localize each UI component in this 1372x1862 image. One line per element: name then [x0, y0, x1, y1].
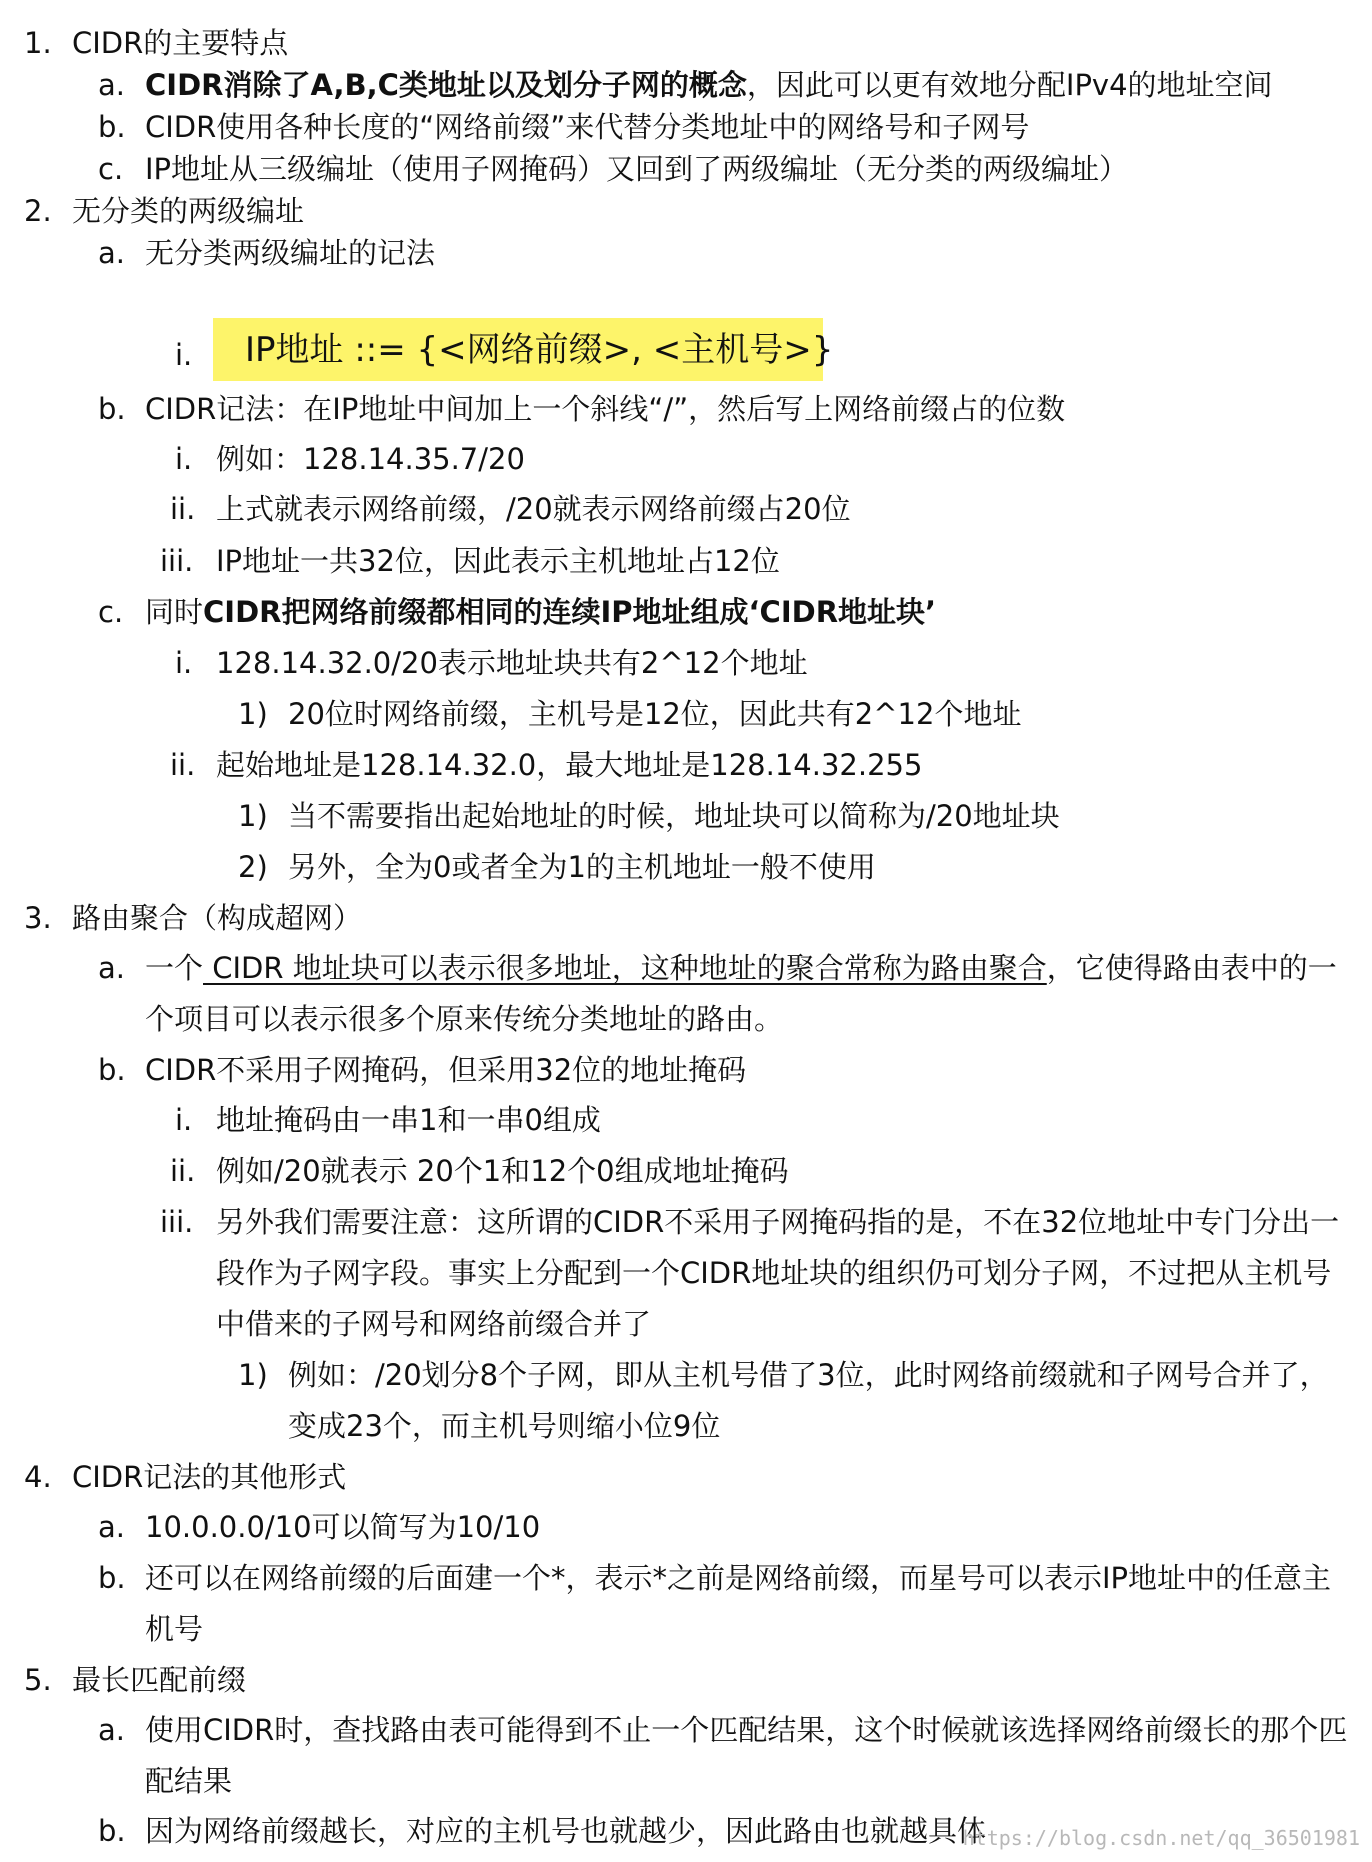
list-item: 地址掩码由一串1和一串0组成: [216, 1103, 601, 1137]
list-item: 当不需要指出起始地址的时候，地址块可以简称为/20地址块: [288, 799, 1060, 833]
list-marker: c.: [98, 595, 124, 629]
underlined-text: CIDR 地址块可以表示很多地址，这种地址的聚合常称为路由聚合: [203, 951, 1047, 985]
bold-text: CIDR把网络前缀都相同的连续IP地址组成‘CIDR地址块’: [203, 595, 937, 629]
bold-text: CIDR消除了A,B,C类地址以及划分子网的概念: [145, 68, 747, 102]
list-marker: i.: [175, 1103, 193, 1137]
list-marker: a.: [98, 951, 125, 985]
list-item-continuation: 段作为子网字段。事实上分配到一个CIDR地址块的组织仍可划分子网，不过把从主机号: [216, 1256, 1332, 1290]
list-item: 例如：/20划分8个子网，即从主机号借了3位，此时网络前缀就和子网号合并了，: [288, 1358, 1329, 1392]
list-item: CIDR使用各种长度的“网络前缀”来代替分类地址中的网络号和子网号: [145, 110, 1030, 144]
list-marker: 2): [238, 850, 268, 884]
list-marker: ii.: [170, 1154, 196, 1188]
list-item: CIDR不采用子网掩码，但采用32位的地址掩码: [145, 1053, 747, 1087]
list-item: 起始地址是128.14.32.0，最大地址是128.14.32.255: [216, 748, 923, 782]
list-marker: 1): [238, 697, 268, 731]
list-marker: b.: [98, 392, 126, 426]
watermark-text: https://blog.csdn.net/qq_36501981: [962, 1826, 1360, 1850]
list-marker: b.: [98, 1561, 126, 1595]
list-marker: ii.: [170, 748, 196, 782]
formula-text: IP地址 ::= {<网络前缀>, <主机号>}: [245, 330, 834, 370]
list-item-continuation: 变成23个，而主机号则缩小位9位: [288, 1409, 721, 1443]
list-marker: 5.: [24, 1663, 52, 1697]
list-marker: 1): [238, 1358, 268, 1392]
list-marker: c.: [98, 152, 124, 186]
list-marker: i.: [175, 646, 193, 680]
list-item: IP地址从三级编址（使用子网掩码）又回到了两级编址（无分类的两级编址）: [145, 152, 1129, 186]
list-marker: a.: [98, 68, 125, 102]
list-marker: b.: [98, 1814, 126, 1848]
list-marker: 4.: [24, 1460, 52, 1494]
section-heading: CIDR记法的其他形式: [72, 1460, 347, 1494]
section-heading: 无分类的两级编址: [72, 194, 305, 228]
list-marker: 1.: [24, 26, 52, 60]
list-item: 10.0.0.0/10可以简写为10/10: [145, 1510, 541, 1544]
list-item-continuation: 机号: [145, 1612, 204, 1646]
section-heading: 路由聚合（构成超网）: [72, 901, 363, 935]
list-marker: 1): [238, 799, 268, 833]
list-item: 无分类两级编址的记法: [145, 236, 436, 270]
list-item: 128.14.32.0/20表示地址块共有2^12个地址: [216, 646, 808, 680]
list-item: [145, 587, 936, 637]
list-marker: ii.: [170, 492, 196, 526]
plain-text: ，因此可以更有效地分配IPv4的地址空间: [746, 68, 1273, 102]
list-marker: a.: [98, 236, 125, 270]
list-item-continuation: 中借来的子网号和网络前缀合并了: [216, 1307, 652, 1341]
list-item: 另外，全为0或者全为1的主机地址一般不使用: [288, 850, 876, 884]
list-item: 例如/20就表示 20个1和12个0组成地址掩码: [216, 1154, 789, 1188]
list-item: 使用CIDR时，查找路由表可能得到不止一个匹配结果，这个时候就该选择网络前缀长的那个匹: [145, 1713, 1348, 1747]
list-item: [145, 943, 1337, 993]
plain-text: 一个: [145, 951, 204, 985]
list-item: 例如：128.14.35.7/20: [216, 442, 525, 476]
list-item-continuation: 个项目可以表示很多个原来传统分类地址的路由。: [145, 1002, 784, 1036]
list-marker: b.: [98, 1053, 126, 1087]
plain-text: 同时: [145, 595, 204, 629]
list-marker: i.: [175, 338, 193, 372]
list-item: IP地址一共32位，因此表示主机地址占12位: [216, 544, 780, 578]
list-item: 还可以在网络前缀的后面建一个*，表示*之前是网络前缀，而星号可以表示IP地址中的任意主: [145, 1561, 1332, 1595]
list-marker: i.: [175, 442, 193, 476]
list-marker: a.: [98, 1510, 125, 1544]
list-item: CIDR记法：在IP地址中间加上一个斜线“/”，然后写上网络前缀占的位数: [145, 392, 1066, 426]
list-marker: iii.: [160, 1205, 194, 1239]
list-marker: 3.: [24, 901, 52, 935]
section-heading: 最长匹配前缀: [72, 1663, 247, 1697]
list-item: 上式就表示网络前缀，/20就表示网络前缀占20位: [216, 492, 851, 526]
list-item: 20位时网络前缀，主机号是12位，因此共有2^12个地址: [288, 697, 1022, 731]
list-marker: a.: [98, 1713, 125, 1747]
list-item-continuation: 配结果: [145, 1764, 233, 1798]
list-marker: iii.: [160, 544, 194, 578]
list-marker: 2.: [24, 194, 52, 228]
plain-text: ，它使得路由表中的一: [1046, 951, 1337, 985]
list-item: 另外我们需要注意：这所谓的CIDR不采用子网掩码指的是，不在32位地址中专门分出一: [216, 1205, 1340, 1239]
section-heading: CIDR的主要特点: [72, 26, 289, 60]
list-marker: b.: [98, 110, 126, 144]
list-item: 因为网络前缀越长，对应的主机号也就越少，因此路由也就越具体: [145, 1814, 987, 1848]
